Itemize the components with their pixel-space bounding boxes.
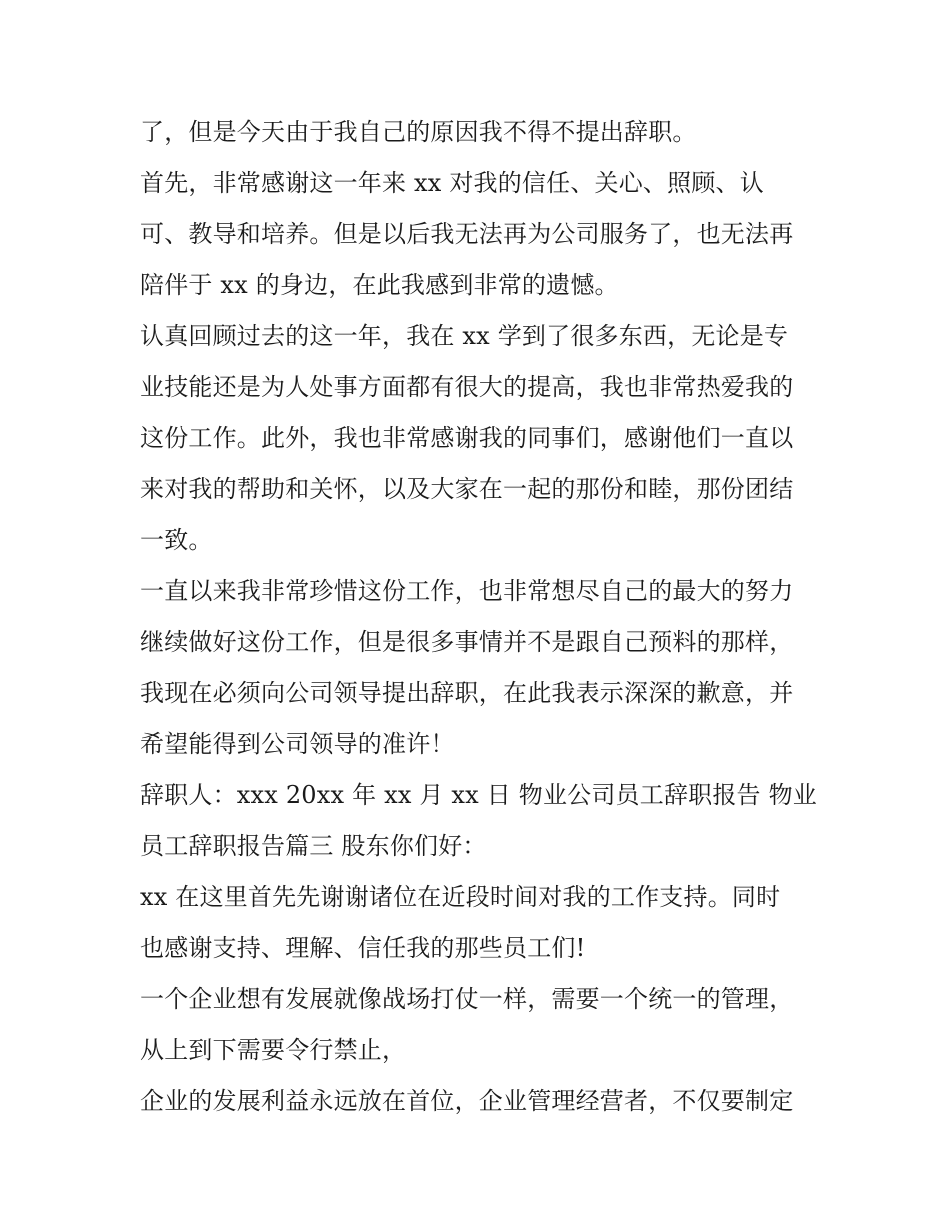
text-line: 首先，非常感谢这一年来 xx 对我的信任、关心、照顾、认 [140, 169, 764, 197]
text-line: 认真回顾过去的这一年，我在 xx 学到了很多东西，无论是专 [140, 322, 789, 350]
text-line: 辞职人：xxx 20xx 年 xx 月 xx 日 物业公司员工辞职报告 物业 [140, 781, 817, 809]
text-line: 来对我的帮助和关怀，以及大家在一起的那份和睦，那份团结 [140, 475, 794, 503]
text-line: xx 在这里首先先谢谢诸位在近段时间对我的工作支持。同时 [140, 883, 781, 911]
text-line: 继续做好这份工作，但是很多事情并不是跟自己预料的那样， [140, 628, 794, 656]
text-line: 企业的发展利益永远放在首位，企业管理经营者，不仅要制定 [140, 1087, 794, 1115]
document-body [140, 107, 830, 1127]
text-line: 员工辞职报告篇三 股东你们好： [140, 832, 487, 860]
text-line: 希望能得到公司领导的准许！ [140, 730, 455, 758]
text-line: 我现在必须向公司领导提出辞职，在此我表示深深的歉意，并 [140, 679, 794, 707]
text-line: 了，但是今天由于我自己的原因我不得不提出辞职。 [140, 118, 697, 146]
text-line: 也感谢支持、理解、信任我的那些员工们! [140, 934, 586, 962]
text-line: 可、教导和培养。但是以后我无法再为公司服务了，也无法再 [140, 220, 794, 248]
text-line: 从上到下需要令行禁止， [140, 1036, 407, 1064]
text-line: 这份工作。此外，我也非常感谢我的同事们，感谢他们一直以 [140, 424, 794, 452]
text-line: 一个企业想有发展就像战场打仗一样，需要一个统一的管理， [140, 985, 794, 1013]
text-line: 一直以来我非常珍惜这份工作，也非常想尽自己的最大的努力 [140, 577, 794, 605]
text-line: 业技能还是为人处事方面都有很大的提高，我也非常热爱我的 [140, 373, 794, 401]
text-line: 一致。 [140, 526, 213, 554]
text-line: 陪伴于 xx 的身边，在此我感到非常的遗憾。 [140, 271, 619, 299]
